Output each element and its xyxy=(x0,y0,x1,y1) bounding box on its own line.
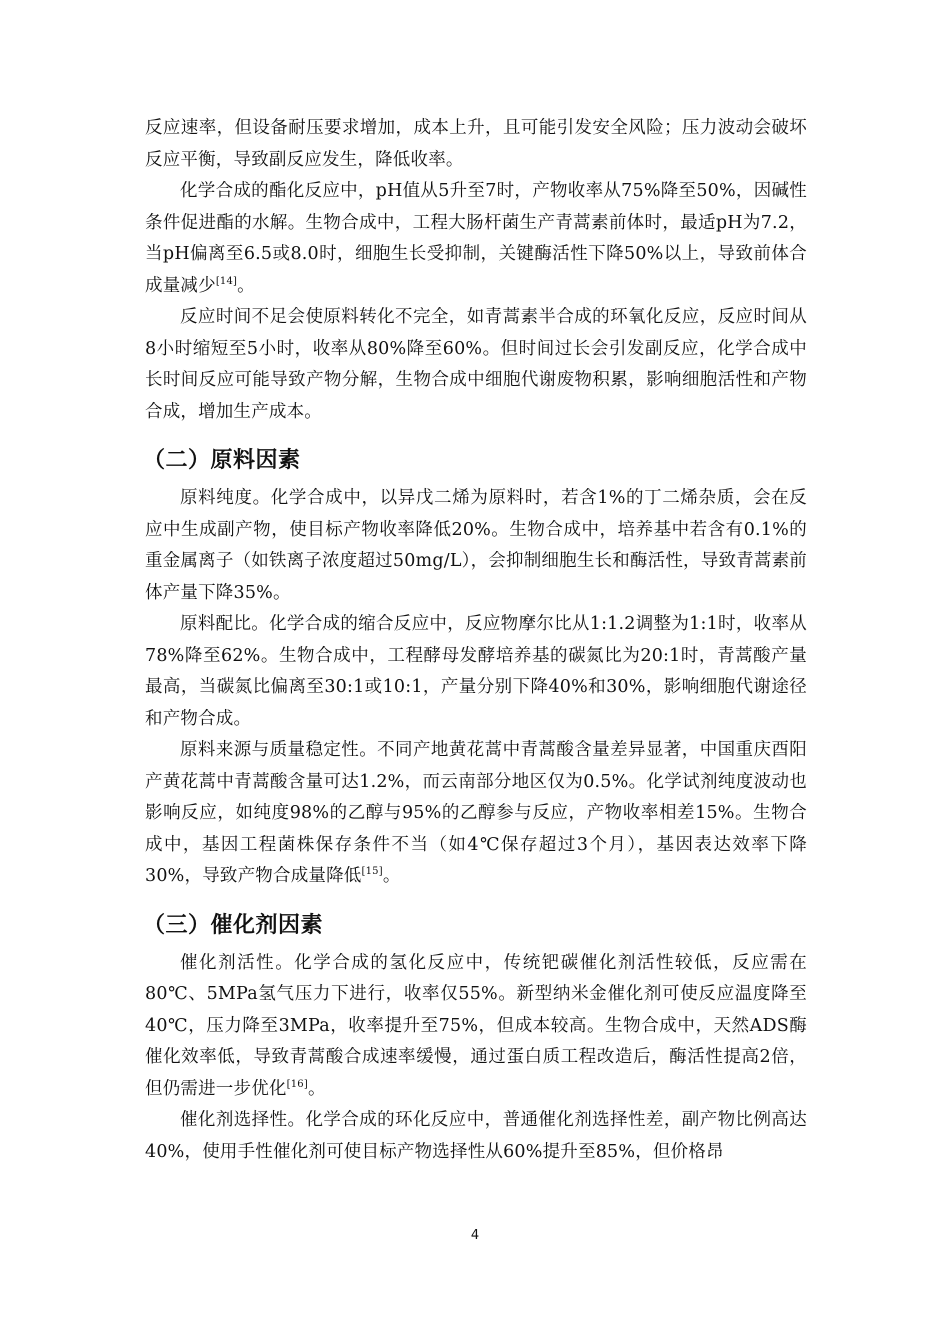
paragraph-catalyst-selectivity: 催化剂选择性。化学合成的环化反应中，普通催化剂选择性差，副产物比例高达40%，使用手性催化剂可使目标产物选择性从60%提升至85%，但价格昂 xyxy=(145,1110,807,1162)
section-heading-raw-materials: （二）原料因素 xyxy=(143,448,301,473)
paragraph-reaction-time: 反应时间不足会使原料转化不完全，如青蒿素半合成的环氧化反应，反应时间从8小时缩短至5小时，收率从80%降至60%。但时间过长会引发副反应，化学合成中长时间反应可能导致产物分解，生物合成中细胞代谢废物积累，影响细胞活性和产物合成，增加生产成本。 xyxy=(145,307,807,422)
paragraph-material-purity: 原料纯度。化学合成中，以异戊二烯为原料时，若含1%的丁二烯杂质，会在反应中生成副产物，使目标产物收率降低20%。生物合成中，培养基中若含有0.1%的重金属离子（如铁离子浓度超过50mg/L），会抑制细胞生长和酶活性，导致青蒿素前体产量下降35%。 xyxy=(145,488,807,603)
citation-16: [16] xyxy=(286,1078,308,1090)
page-number: 4 xyxy=(470,1228,480,1243)
paragraph-ph-effect xyxy=(145,176,807,302)
paragraph-text: 原料来源与质量稳定性。不同产地黄花蒿中青蒿酸含量差异显著，中国重庆酉阳产黄花蒿中青蒿酸含量可达1.2%，而云南部分地区仅为0.5%。化学试剂纯度波动也影响反应，如纯度98%的乙醇与95%的乙醇参与反应，产物收率相差15%。生物合成中，基因工程菌株保存条件不当（如4℃保存超过3个月），基因表达效率下降30%，导致产物合成量降低 xyxy=(145,740,807,886)
paragraph-text: 化学合成的酯化反应中，pH值从5升至7时，产物收率从75%降至50%，因碱性条件促进酯的水解。生物合成中，工程大肠杆菌生产青蒿素前体时，最适pH为7.2，当pH偏离至6.5或8.0时，细胞生长受抑制，关键酶活性下降50%以上，导致前体合成量减少 xyxy=(145,181,807,296)
paragraph-end: 。 xyxy=(237,275,255,296)
paragraph-continuation: 反应速率，但设备耐压要求增加，成本上升，且可能引发安全风险；压力波动会破坏反应平衡，导致副反应发生，降低收率。 xyxy=(145,118,807,170)
paragraph-text: 催化剂活性。化学合成的氢化反应中，传统钯碳催化剂活性较低，反应需在80℃、5MPa氢气压力下进行，收率仅55%。新型纳米金催化剂可使反应温度降至40℃，压力降至3MPa，收率提升至75%，但成本较高。生物合成中，天然ADS酶催化效率低，导致青蒿酸合成速率缓慢，通过蛋白质工程改造后，酶活性提高2倍，但仍需进一步优化 xyxy=(145,952,807,1099)
paragraph-material-ratio: 原料配比。化学合成的缩合反应中，反应物摩尔比从1:1.2调整为1:1时，收率从78%降至62%。生物合成中，工程酵母发酵培养基的碳氮比为20:1时，青蒿酸产量最高，当碳氮比偏离至30:1或10:1，产量分别下降40%和30%，影响细胞代谢途径和产物合成。 xyxy=(145,614,807,729)
paragraph-end: 。 xyxy=(307,1078,326,1099)
paragraph-catalyst-activity xyxy=(145,948,807,1106)
citation-15: [15] xyxy=(361,866,383,878)
paragraph-material-source xyxy=(145,735,807,893)
document-body xyxy=(145,113,807,1168)
citation-14: [14] xyxy=(215,275,238,287)
paragraph-end: 。 xyxy=(382,866,401,886)
section-heading-catalyst: （三）催化剂因素 xyxy=(143,912,324,938)
